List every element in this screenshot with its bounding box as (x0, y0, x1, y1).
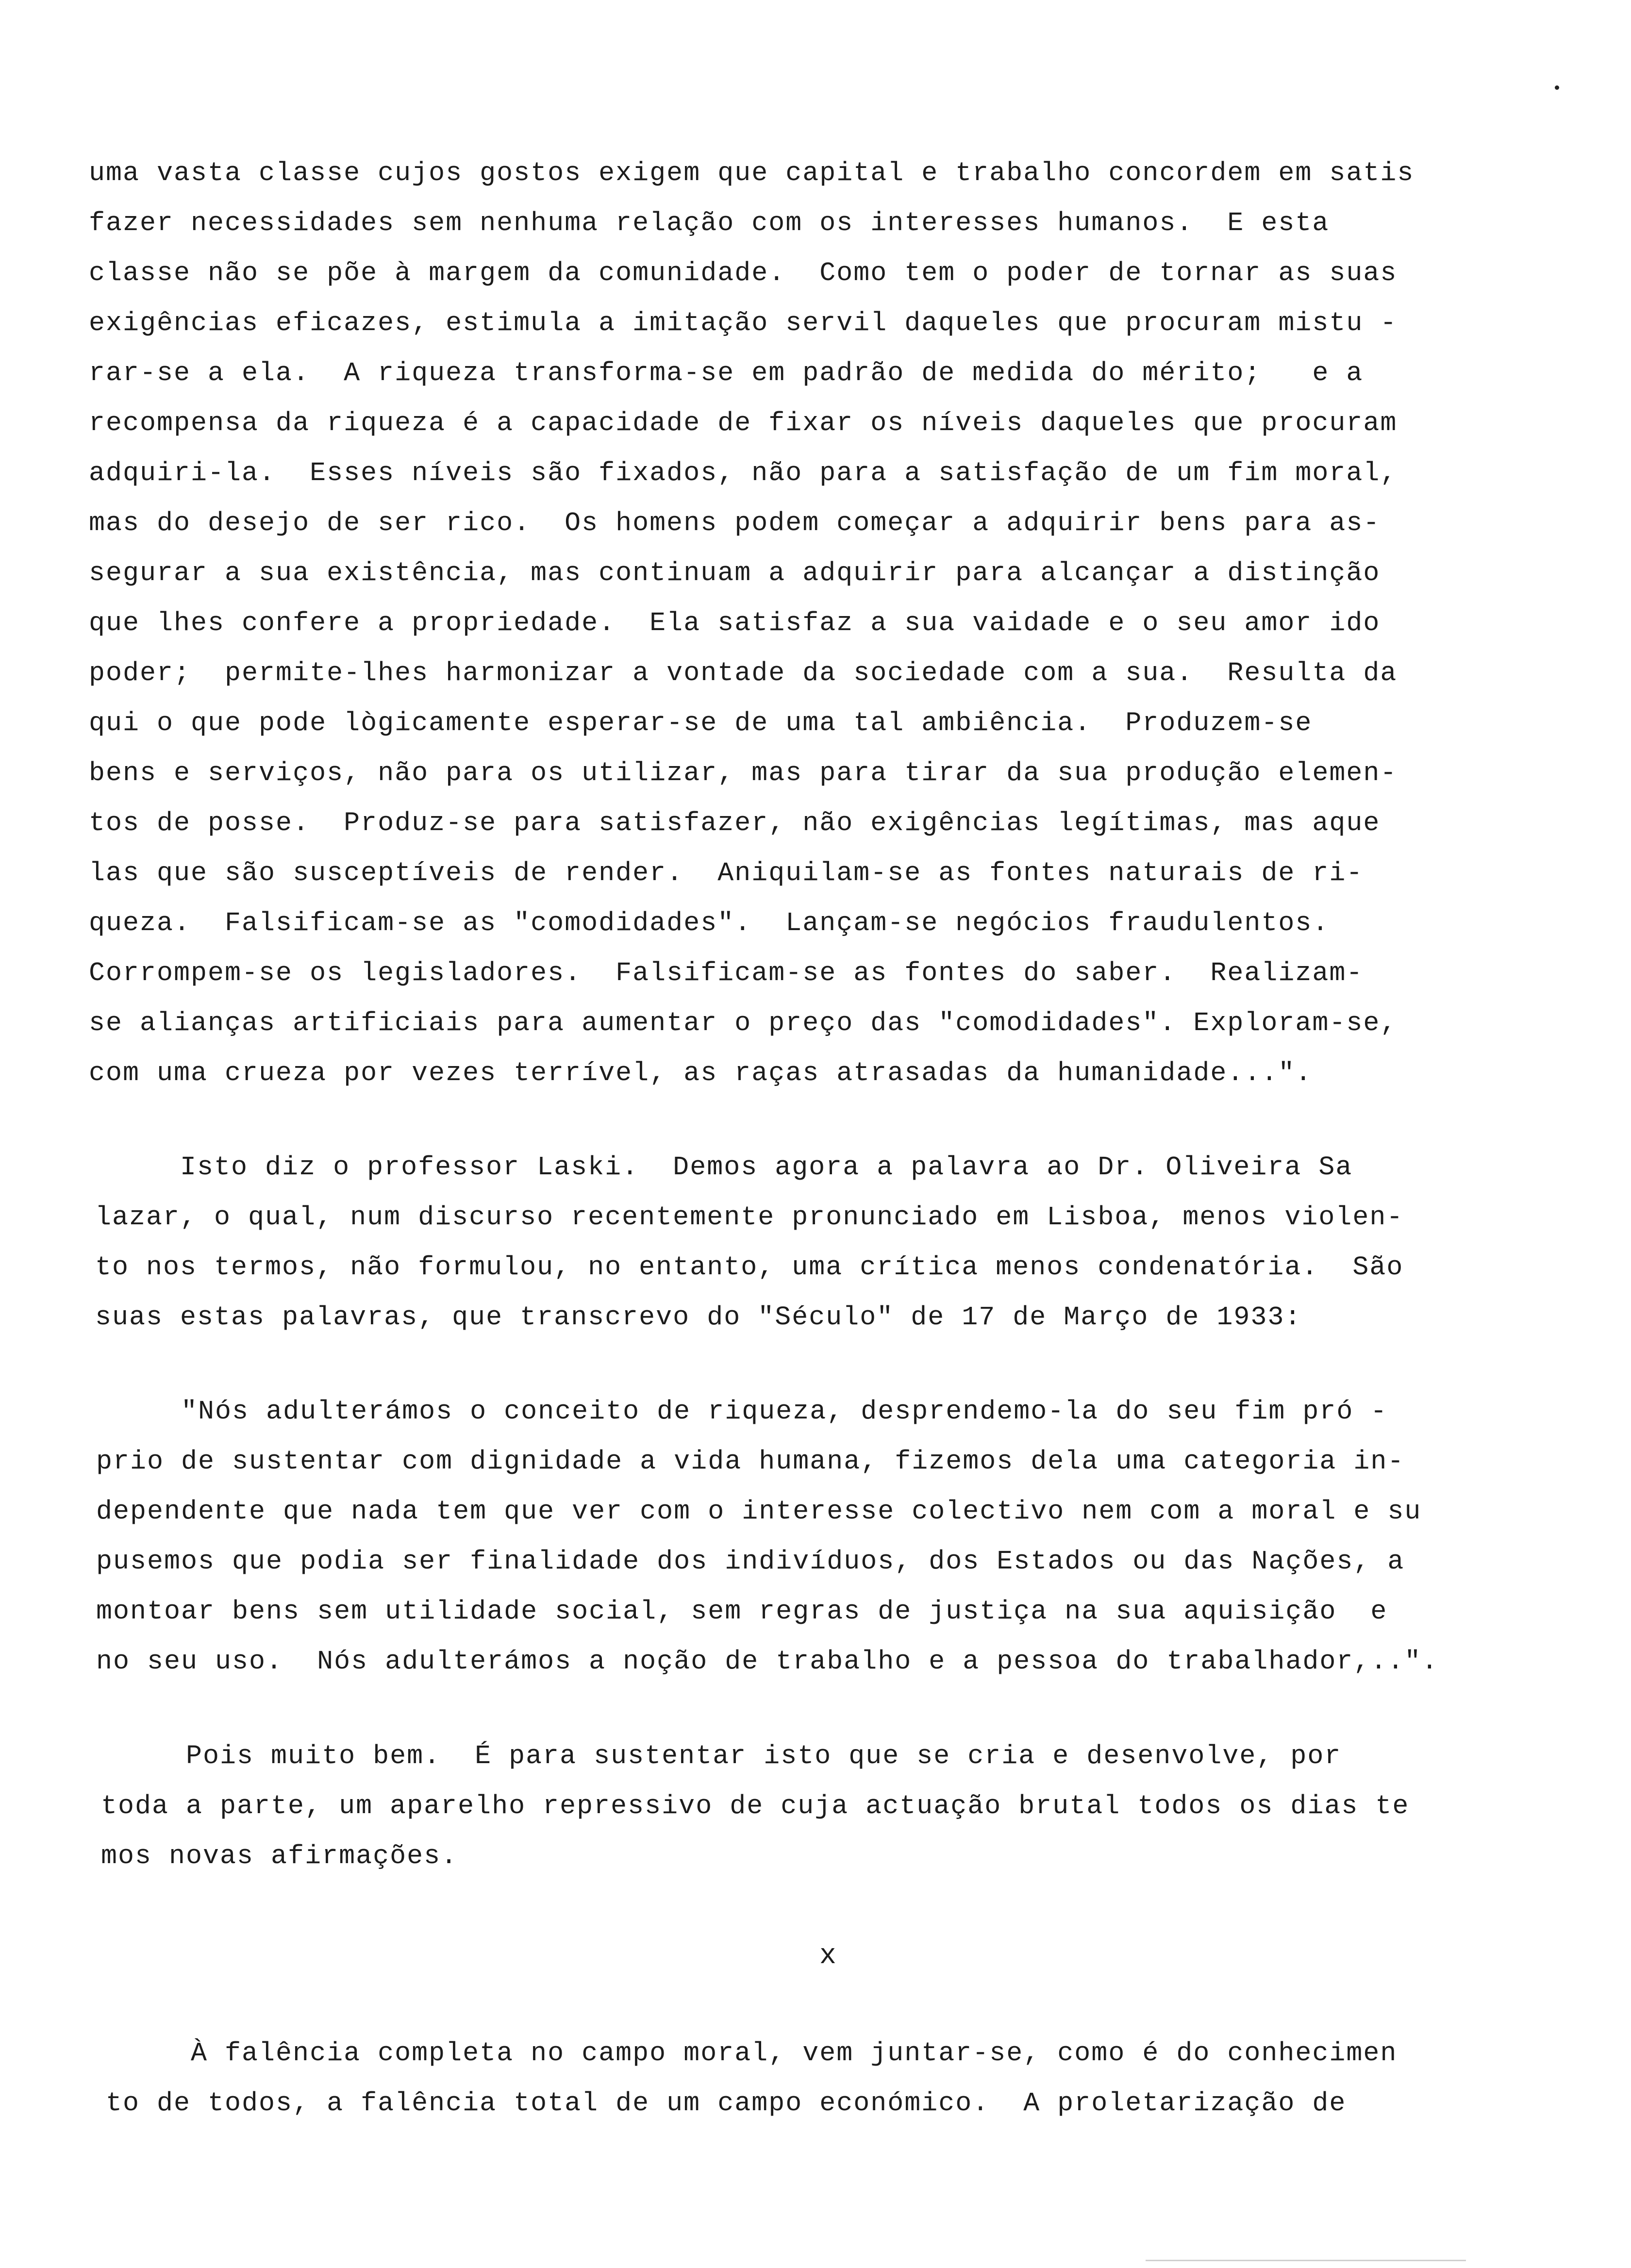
text-line: qui o que pode lògicamente esperar-se de uma tal ambiência. Produzem-se (89, 708, 1313, 738)
section-separator: x (819, 1940, 836, 1972)
text-line: adquiri-la. Esses níveis são fixados, não para a satisfação de um fim moral, (89, 458, 1398, 488)
text-line: to de todos, a falência total de um campo económico. A proletarização de (106, 2088, 1347, 2118)
text-line: recompensa da riqueza é a capacidade de fixar os níveis daqueles que procuram (89, 408, 1398, 438)
text-line: uma vasta classe cujos gostos exigem que capital e trabalho concordem em satis (89, 158, 1415, 188)
text-line: toda a parte, um aparelho repressivo de cuja actuação brutal todos os dias te (101, 1791, 1410, 1821)
text-line: fazer necessidades sem nenhuma relação com os interesses humanos. E esta (89, 208, 1330, 238)
text-line: que lhes confere a propriedade. Ela satisfaz a sua vaidade e o seu amor ido (89, 608, 1381, 638)
text-line: "Nós adulterámos o conceito de riqueza, desprendemo-la do seu fim pró - (96, 1396, 1388, 1427)
text-line: pusemos que podia ser finalidade dos indivíduos, dos Estados ou das Nações, a (96, 1546, 1405, 1577)
text-line: queza. Falsificam-se as "comodidades". Lançam-se negócios fraudulentos. (89, 908, 1330, 938)
text-line: no seu uso. Nós adulterámos a noção de trabalho e a pessoa do trabalhador,..". (96, 1646, 1439, 1677)
text-line: suas estas palavras, que transcrevo do "Século" de 17 de Março de 1933: (95, 1302, 1302, 1333)
text-line: À falência completa no campo moral, vem juntar-se, como é do conhecimen (106, 2038, 1398, 2068)
text-line: Isto diz o professor Laski. Demos agora a palavra ao Dr. Oliveira Sa (95, 1152, 1353, 1183)
text-line: montoar bens sem utilidade social, sem regras de justiça na sua aquisição e (96, 1596, 1388, 1627)
text-line: las que são susceptíveis de render. Aniquilam-se as fontes naturais de ri- (89, 858, 1364, 888)
text-line: segurar a sua existência, mas continuam a adquirir para alcançar a distinção (89, 558, 1381, 588)
text-line: dependente que nada tem que ver com o interesse colectivo nem com a moral e su (96, 1496, 1422, 1527)
text-line: com uma crueza por vezes terrível, as raças atrasadas da humanidade...". (89, 1058, 1313, 1088)
text-line: poder; permite-lhes harmonizar a vontade da sociedade com a sua. Resulta da (89, 658, 1398, 688)
text-line: tos de posse. Produz-se para satisfazer, não exigências legítimas, mas aque (89, 808, 1381, 838)
text-line: mas do desejo de ser rico. Os homens podem começar a adquirir bens para as- (89, 508, 1381, 538)
text-line: bens e serviços, não para os utilizar, mas para tirar da sua produção elemen- (89, 758, 1398, 788)
text-line: Corrompem-se os legisladores. Falsificam-se as fontes do saber. Realizam- (89, 958, 1364, 988)
scan-bottom-edge (1146, 2260, 1466, 2261)
text-line: exigências eficazes, estimula a imitação servil daqueles que procuram mistu - (89, 308, 1398, 338)
text-line: lazar, o qual, num discurso recentemente pronunciado em Lisboa, menos violen- (95, 1202, 1404, 1233)
text-line: to nos termos, não formulou, no entanto, uma crítica menos condenatória. São (95, 1252, 1404, 1283)
text-line: Pois muito bem. É para sustentar isto que se cria e desenvolve, por (101, 1741, 1342, 1771)
text-line: classe não se põe à margem da comunidade. Como tem o poder de tornar as suas (89, 258, 1398, 288)
text-line: se alianças artificiais para aumentar o preço das "comodidades". Exploram-se, (89, 1008, 1398, 1038)
text-line: prio de sustentar com dignidade a vida humana, fizemos dela uma categoria in- (96, 1446, 1405, 1477)
text-line: rar-se a ela. A riqueza transforma-se em padrão de medida do mérito; e a (89, 358, 1364, 388)
scan-speck (1555, 85, 1559, 90)
text-line: mos novas afirmações. (101, 1841, 458, 1871)
